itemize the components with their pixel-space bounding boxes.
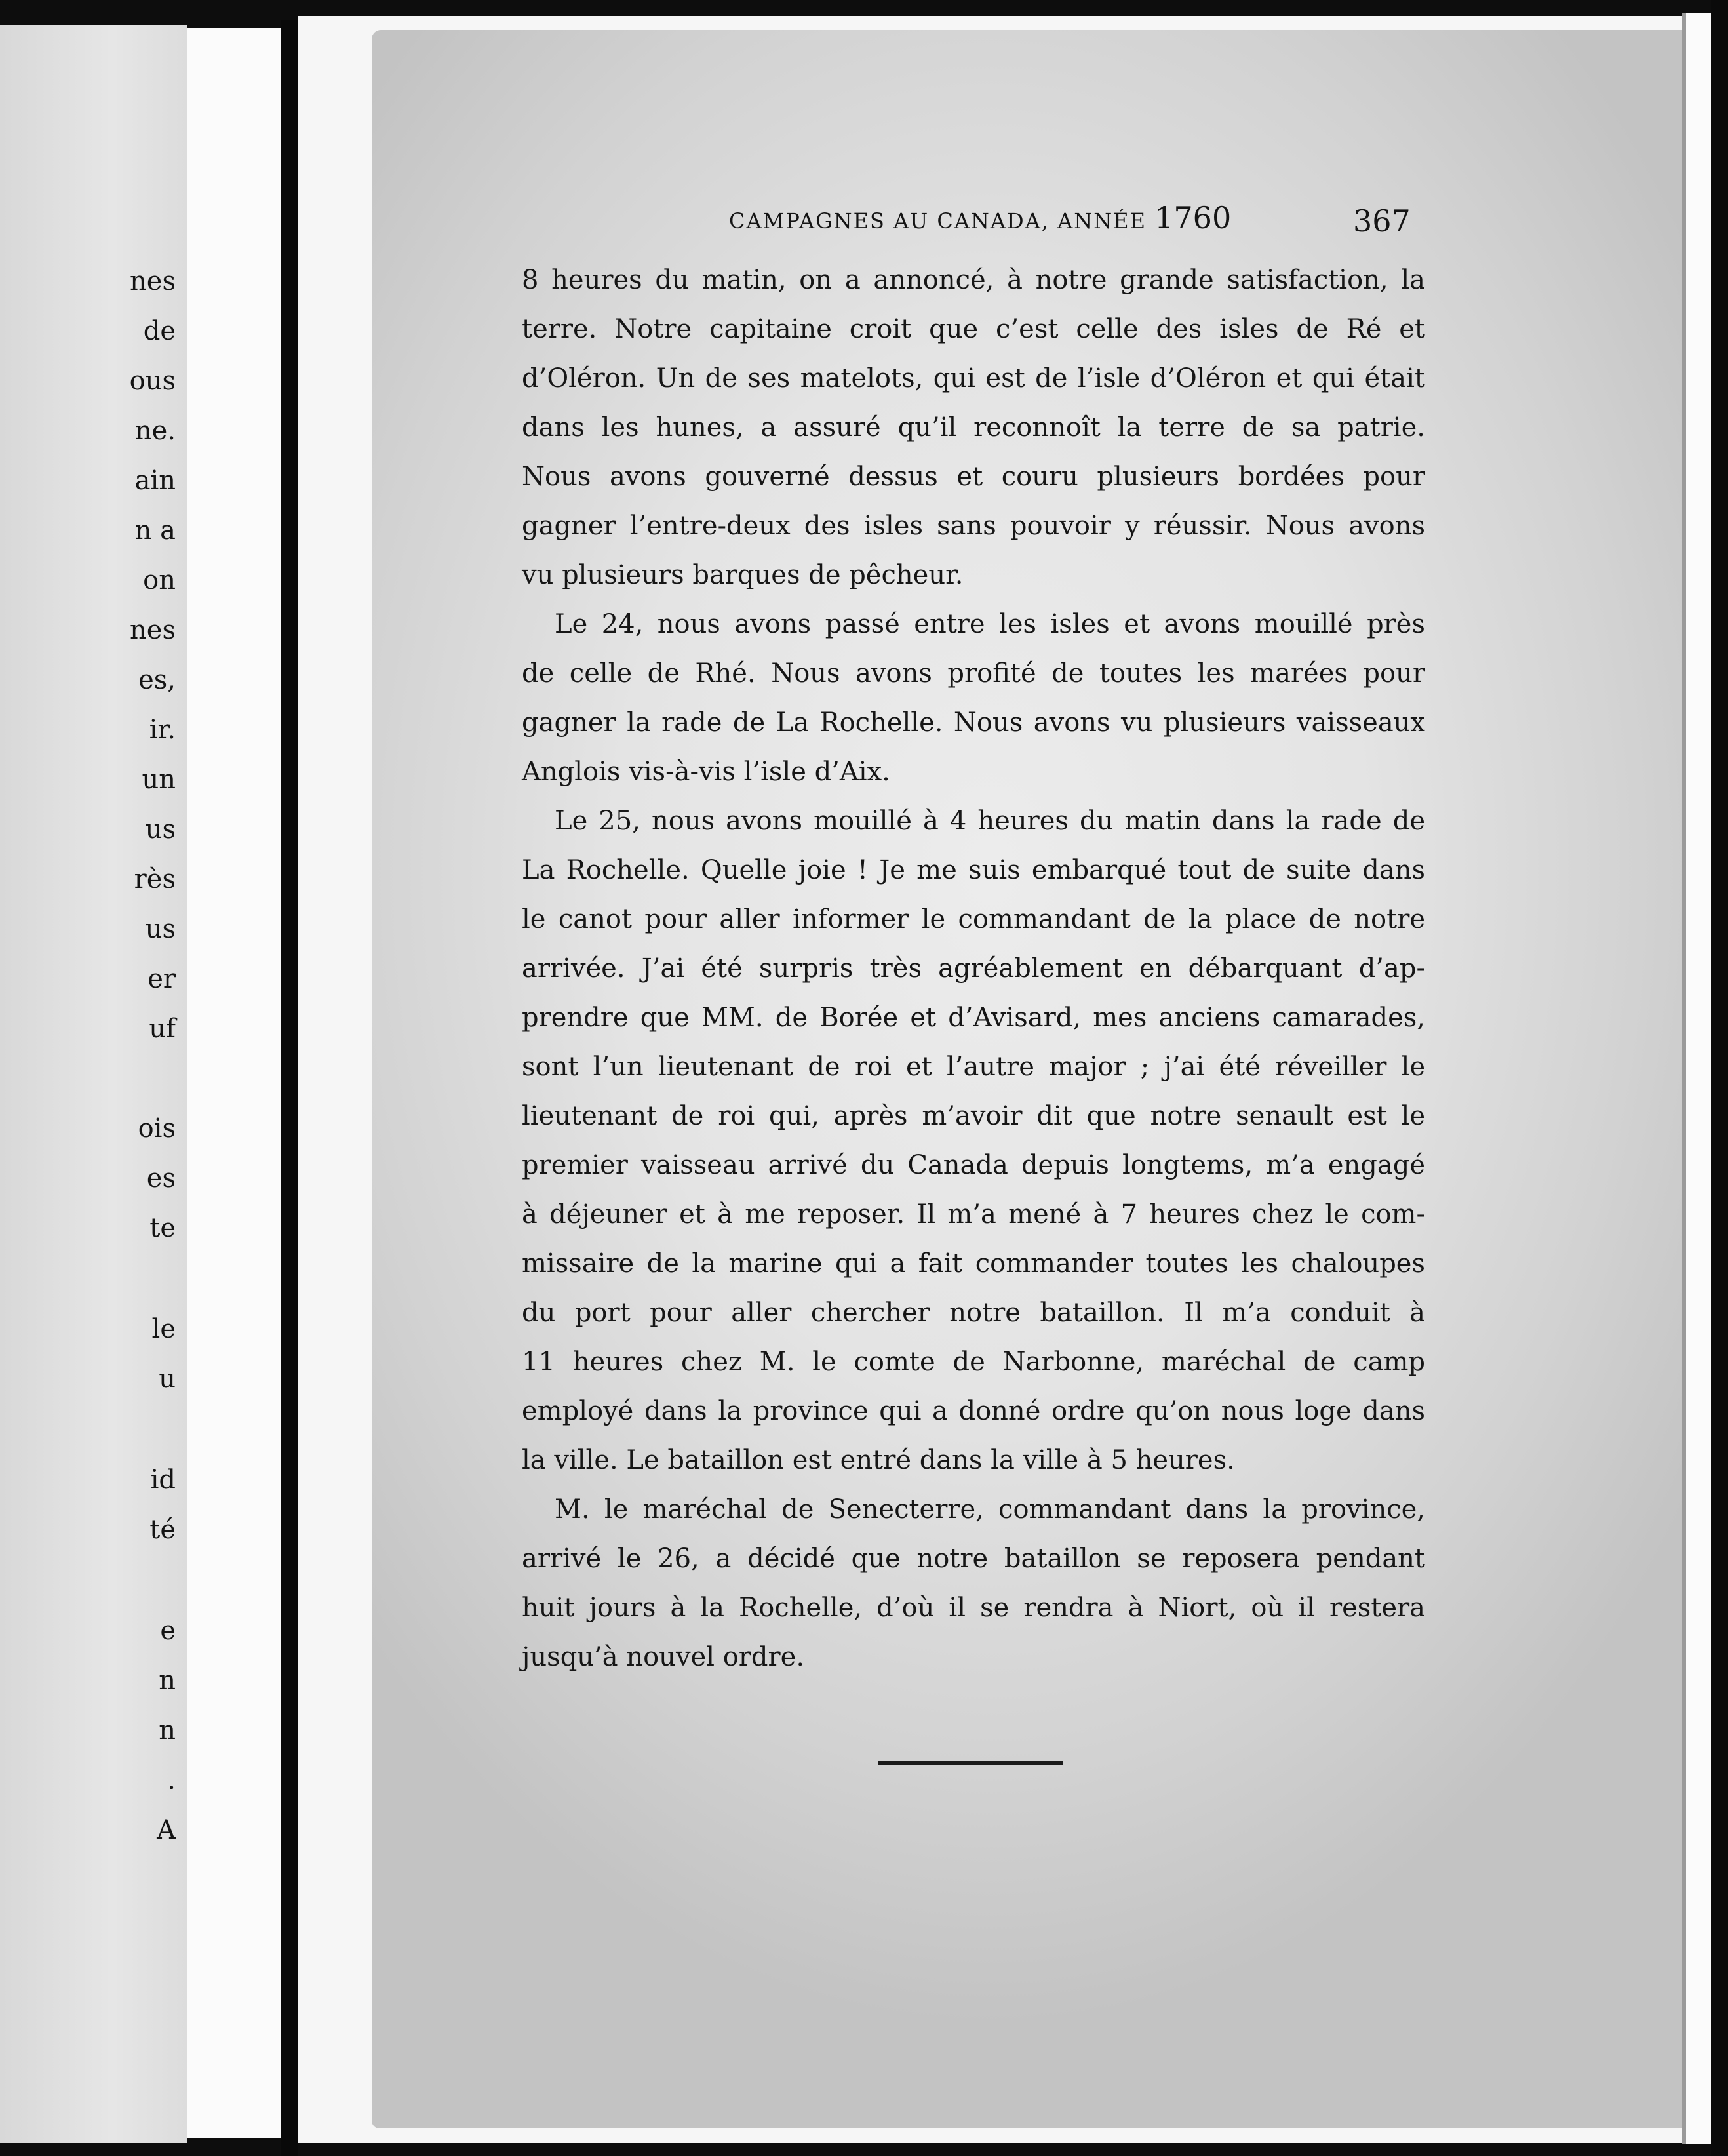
text-line: M. le maréchal de Senecterre, commandant dans la province, (555, 1494, 1425, 1525)
text-line: huit jours à la Rochelle, d’où il se rendra à Niort, où il restera (522, 1593, 1425, 1623)
text-line: prendre que MM. de Borée et d’Avisard, mes anciens camarades, (522, 1003, 1425, 1033)
text-line: sont l’un lieutenant de roi et l’autre major ; j’ai été réveiller le (522, 1052, 1425, 1082)
page-number: 367 (1353, 203, 1411, 239)
right-page-edge (1682, 13, 1715, 2144)
running-head-title: CAMPAGNES AU CANADA, ANNÉE (729, 209, 1147, 233)
body-text (522, 256, 1425, 1682)
running-head-year: 1760 (1154, 200, 1232, 235)
text-line: le canot pour aller informer le commandant de la place de notre (522, 904, 1425, 934)
text-line: La Rochelle. Quelle joie ! Je me suis embarqué tout de suite dans (522, 855, 1425, 885)
end-of-chapter-rule (878, 1761, 1063, 1765)
left-page-fragment: on (143, 565, 176, 595)
text-line: arrivé le 26, a décidé que notre bataillon se reposera pendant (522, 1544, 1425, 1574)
left-page-fragment: de (143, 316, 176, 346)
left-page-fragment: es, (138, 665, 176, 695)
left-page-fragment: n (159, 1666, 176, 1696)
text-line: gagner la rade de La Rochelle. Nous avons vu plusieurs vaisseaux (522, 708, 1425, 738)
left-page-fragment: id (150, 1465, 176, 1495)
left-facing-page (0, 25, 187, 2143)
left-page-fragment: nes (130, 266, 176, 296)
left-page-fragment: té (149, 1515, 176, 1545)
left-page-fragment: ois (138, 1113, 176, 1144)
running-head (729, 200, 1231, 235)
text-line: missaire de la marine qui a fait commander toutes les chaloupes (522, 1248, 1425, 1279)
left-page-fragment: . (167, 1765, 176, 1795)
text-line: Anglois vis-à-vis l’isle d’Aix. (522, 757, 890, 787)
left-page-fragment: ous (129, 366, 176, 396)
left-page-fragment: ne. (134, 416, 176, 446)
text-line: jusqu’à nouvel ordre. (522, 1642, 805, 1672)
left-page-fragment: n a (134, 515, 176, 546)
text-line: de celle de Rhé. Nous avons profité de toutes les marées pour (522, 658, 1425, 689)
text-line: premier vaisseau arrivé du Canada depuis longtems, m’a engagé (522, 1150, 1425, 1180)
left-page-fragment: ir. (149, 715, 176, 745)
text-line: 11 heures chez M. le comte de Narbonne, maréchal de camp (522, 1347, 1425, 1377)
left-page-fragment: un (142, 765, 176, 795)
text-line: arrivée. J’ai été surpris très agréablement en débarquant d’ap- (522, 953, 1425, 984)
left-page-fragment: nes (130, 615, 176, 645)
text-line: gagner l’entre-deux des isles sans pouvoir y réussir. Nous avons (522, 511, 1425, 541)
left-page-fragment: A (157, 1815, 176, 1845)
left-page-fragment: u (159, 1364, 176, 1394)
text-line: d’Oléron. Un de ses matelots, qui est de l’isle d’Oléron et qui était (522, 363, 1425, 393)
text-line: Le 25, nous avons mouillé à 4 heures du matin dans la rade de (555, 806, 1425, 836)
left-page-margin (187, 28, 281, 2138)
left-page-fragment: e (160, 1616, 176, 1646)
text-line: à déjeuner et à me reposer. Il m’a mené à 7 heures chez le com- (522, 1199, 1425, 1229)
left-page-fragment: es (146, 1163, 176, 1193)
left-page-fragment: n (159, 1715, 176, 1746)
scan-border (1711, 0, 1728, 2156)
text-line: du port pour aller chercher notre bataillon. Il m’a conduit à (522, 1298, 1425, 1328)
left-page-fragment: le (151, 1314, 176, 1344)
left-page-fragment: uf (149, 1014, 176, 1044)
text-line: terre. Notre capitaine croit que c’est celle des isles de Ré et (522, 314, 1425, 344)
left-page-fragment: te (149, 1213, 176, 1243)
left-page-fragment: er (147, 964, 176, 994)
text-line: employé dans la province qui a donné ordre qu’on nous loge dans (522, 1396, 1425, 1426)
text-line: la ville. Le bataillon est entré dans la ville à 5 heures. (522, 1445, 1235, 1475)
left-page-fragment: us (145, 914, 176, 944)
text-line: vu plusieurs barques de pêcheur. (522, 560, 964, 590)
book-gutter (281, 20, 298, 2156)
text-line: lieutenant de roi qui, après m’avoir dit que notre senault est le (522, 1101, 1425, 1131)
text-line: dans les hunes, a assuré qu’il reconnoît la terre de sa patrie. (522, 412, 1425, 443)
left-page-fragment: rès (134, 864, 176, 894)
left-page-fragment: ain (134, 466, 176, 496)
text-line: Nous avons gouverné dessus et couru plusieurs bordées pour (522, 462, 1425, 492)
left-page-fragment: us (145, 814, 176, 845)
text-line: Le 24, nous avons passé entre les isles et avons mouillé près (555, 609, 1425, 639)
text-line: 8 heures du matin, on a annoncé, à notre grande satisfaction, la (522, 265, 1425, 295)
